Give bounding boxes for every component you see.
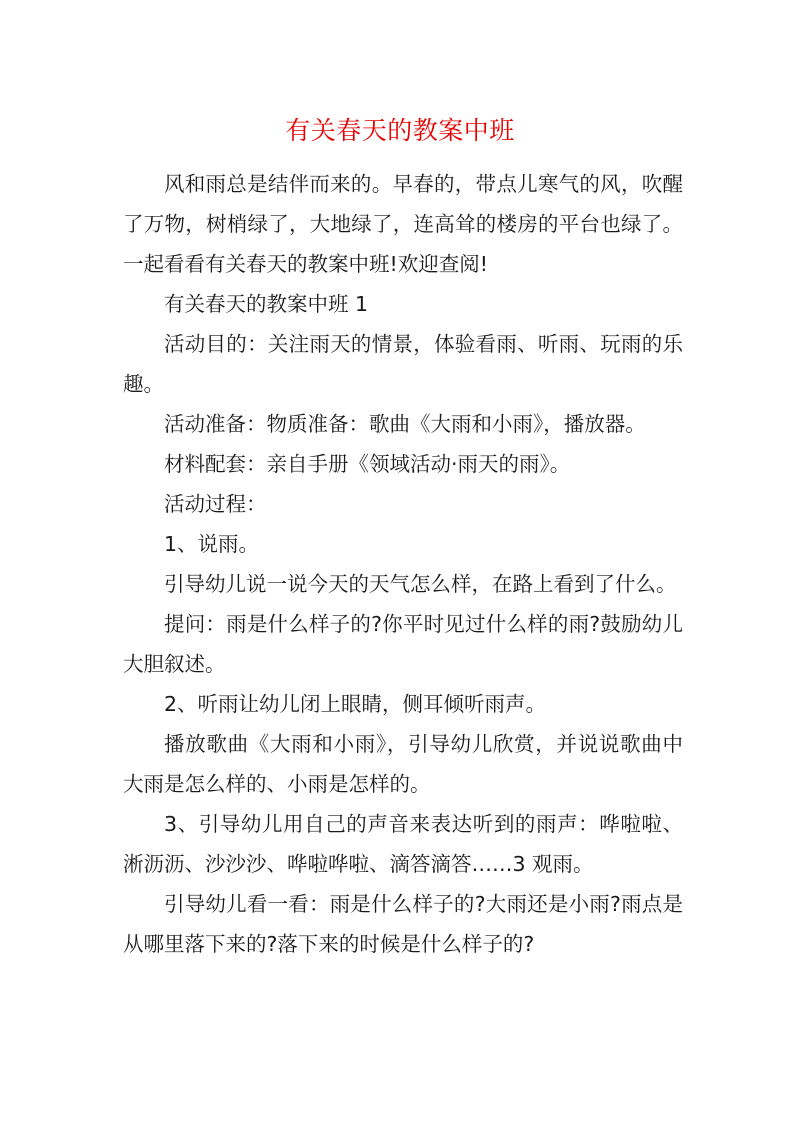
step-1-guide: 引导幼儿说一说今天的天气怎么样，在路上看到了什么。 — [164, 572, 677, 596]
activity-goal: 活动目的：关注雨天的情景，体验看雨、听雨、玩雨的乐趣。 — [123, 332, 683, 396]
step-2-heading: 2、听雨让幼儿闭上眼睛，侧耳倾听雨声。 — [164, 692, 547, 716]
document-title: 有关春天的教案中班 — [285, 116, 515, 145]
step-1-question: 提问：雨是什么样子的?你平时见过什么样的雨?鼓励幼儿大胆叙述。 — [123, 612, 683, 676]
activity-preparation: 活动准备：物质准备：歌曲《大雨和小雨》，播放器。 — [164, 412, 646, 436]
step-2-music: 播放歌曲《大雨和小雨》，引导幼儿欣赏，并说说歌曲中大雨是怎么样的、小雨是怎样的。 — [123, 732, 683, 796]
activity-process-heading: 活动过程： — [164, 492, 267, 516]
intro-paragraph: 风和雨总是结伴而来的。早春的，带点儿寒气的风，吹醒了万物，树梢绿了，大地绿了，连高耸的楼房的平台也绿了。一起看看有关春天的教案中班!欢迎查阅! — [123, 172, 683, 276]
step-3-observation: 引导幼儿看一看：雨是什么样子的?大雨还是小雨?雨点是从哪里落下来的?落下来的时候是什么样子的? — [123, 892, 683, 956]
step-1-heading: 1、说雨。 — [164, 532, 260, 556]
document-body — [123, 164, 683, 964]
section-heading: 有关春天的教案中班 1 — [164, 292, 369, 316]
materials: 材料配套：亲自手册《领域活动·雨天的雨》。 — [164, 452, 571, 476]
step-3-expression: 3、引导幼儿用自己的声音来表达听到的雨声：哗啦啦、淅沥沥、沙沙沙、哗啦哗啦、滴答滴答……3 观雨。 — [123, 812, 683, 876]
